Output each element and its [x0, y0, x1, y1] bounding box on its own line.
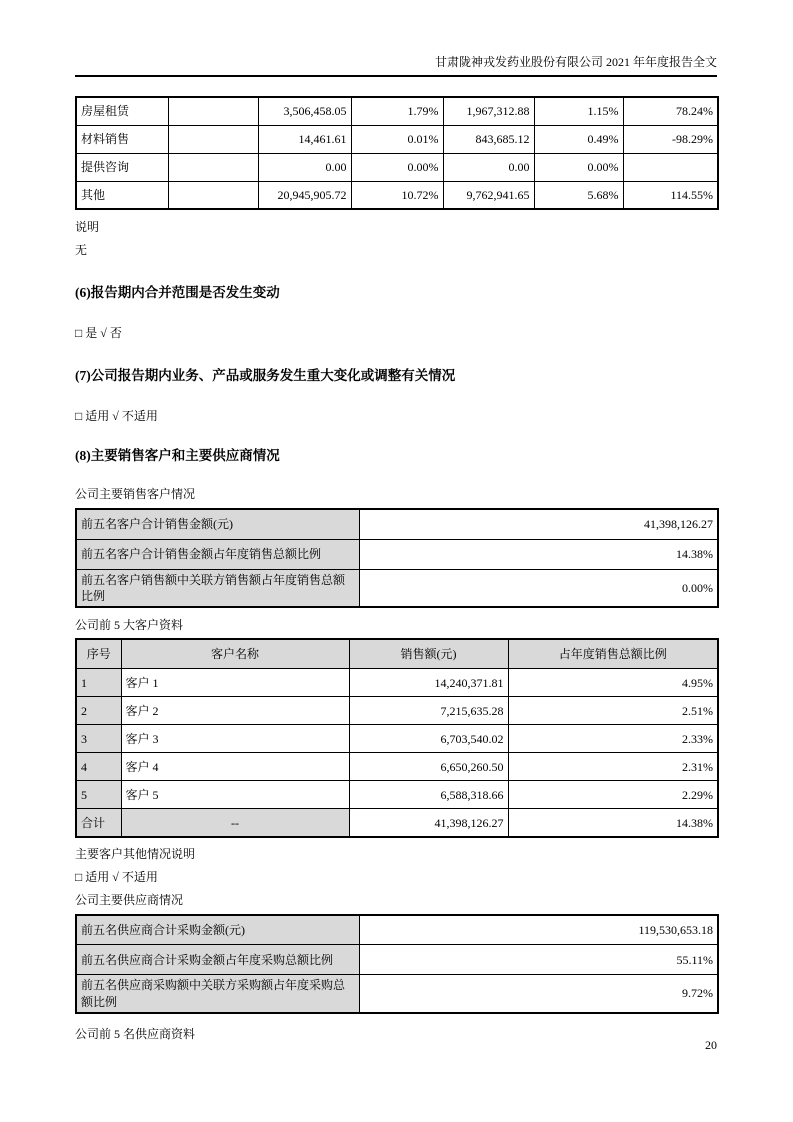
table-cell: 2.51% [508, 697, 718, 725]
table-cell: 前五名客户合计销售金额(元) [76, 509, 359, 539]
table-header-row [76, 639, 718, 669]
table-cell: 1,967,312.88 [443, 97, 534, 125]
table-cell: 2.29% [508, 781, 718, 809]
note-label: 说明 [75, 220, 100, 234]
top5-suppliers-caption: 公司前 5 名供应商资料 [75, 1026, 196, 1041]
table-cell: 843,685.12 [443, 125, 534, 153]
table-cell: 客户 5 [121, 781, 349, 809]
table-cell: 3,506,458.05 [258, 97, 351, 125]
customer-row [76, 725, 718, 753]
customer-row [76, 753, 718, 781]
table-cell: 0.49% [534, 125, 623, 153]
col-header-sales-ratio: 占年度销售总额比例 [508, 639, 718, 669]
customers-summary-table [75, 508, 719, 608]
col-header-index: 序号 [76, 639, 121, 669]
table-cell: 1.15% [534, 97, 623, 125]
customers-summary-row [76, 539, 718, 569]
suppliers-summary-table [75, 914, 719, 1014]
page-number: 20 [705, 1038, 717, 1052]
table-cell: 41,398,126.27 [359, 509, 718, 539]
table-cell: 55.11% [359, 945, 718, 975]
table-cell: 5 [76, 781, 121, 809]
col-header-customer-name: 客户名称 [121, 639, 349, 669]
table-cell: 0.00 [443, 153, 534, 181]
table-cell: 6,588,318.66 [349, 781, 508, 809]
table-cell: 合计 [76, 809, 121, 837]
table-cell: 0.00% [351, 153, 443, 181]
table-cell: 4 [76, 753, 121, 781]
table-cell: 0.00 [258, 153, 351, 181]
table-cell: 14,240,371.81 [349, 669, 508, 697]
suppliers-summary-row [76, 945, 718, 975]
customers-summary-caption: 公司主要销售客户情况 [75, 487, 196, 501]
table-cell: 20,945,905.72 [258, 181, 351, 209]
page-content [75, 96, 717, 1042]
customers-summary-row [76, 509, 718, 539]
table-cell: 2.33% [508, 725, 718, 753]
revenue-row [76, 97, 718, 125]
table-cell: 其他 [76, 181, 168, 209]
table-cell: 2 [76, 697, 121, 725]
top5-customers-caption: 公司前 5 大客户资料 [75, 617, 184, 632]
table-cell: 0.01% [351, 125, 443, 153]
revenue-row [76, 153, 718, 181]
table-cell: 14.38% [359, 539, 718, 569]
table-cell: -98.29% [623, 125, 718, 153]
col-header-sales-amount: 销售额(元) [349, 639, 508, 669]
customers-total-row [76, 809, 718, 837]
table-cell: 114.55% [623, 181, 718, 209]
suppliers-summary-caption: 公司主要供应商情况 [75, 892, 184, 907]
suppliers-summary-row [76, 915, 718, 945]
customers-note-checkbox-line: □ 适用 √ 不适用 [75, 869, 158, 884]
customer-row [76, 697, 718, 725]
table-cell: 前五名客户销售额中关联方销售额占年度销售总额比例 [76, 569, 359, 607]
customers-note-label: 主要客户其他情况说明 [75, 846, 196, 861]
table-cell: 前五名供应商采购额中关联方采购额占年度采购总额比例 [76, 975, 359, 1013]
table-cell: 前五名供应商合计采购金额(元) [76, 915, 359, 945]
table-cell: 房屋租赁 [76, 97, 168, 125]
customers-summary-row [76, 569, 718, 607]
table-cell: 14.38% [508, 809, 718, 837]
table-cell [168, 153, 258, 181]
table-cell: 客户 1 [121, 669, 349, 697]
customer-row [76, 781, 718, 809]
revenue-breakdown-continuation-table [75, 96, 719, 210]
table-cell: 10.72% [351, 181, 443, 209]
table-cell [168, 125, 258, 153]
report-title: 甘肃陇神戎发药业股份有限公司 2021 年年度报告全文 [434, 55, 717, 69]
table-cell: 客户 3 [121, 725, 349, 753]
table-cell [168, 181, 258, 209]
suppliers-summary-row [76, 975, 718, 1013]
table-cell: 14,461.61 [258, 125, 351, 153]
table-cell [623, 153, 718, 181]
table-cell: 1 [76, 669, 121, 697]
revenue-row [76, 125, 718, 153]
table-cell: 提供咨询 [76, 153, 168, 181]
table-cell: 9.72% [359, 975, 718, 1013]
table-cell: 前五名供应商合计采购金额占年度采购总额比例 [76, 945, 359, 975]
table-cell: 0.00% [359, 569, 718, 607]
customer-row [76, 669, 718, 697]
section-8-heading: (8)主要销售客户和主要供应商情况 [75, 448, 280, 463]
note-value: 无 [75, 243, 88, 257]
section-6-heading: (6)报告期内合并范围是否发生变动 [75, 285, 280, 300]
top5-customers-table [75, 638, 719, 838]
section-7-checkbox-line: □ 适用 √ 不适用 [75, 409, 158, 423]
section-6-checkbox-line: □ 是 √ 否 [75, 326, 122, 340]
table-cell: 3 [76, 725, 121, 753]
table-cell: 5.68% [534, 181, 623, 209]
table-cell: 9,762,941.65 [443, 181, 534, 209]
page-header [75, 0, 717, 77]
table-cell: 前五名客户合计销售金额占年度销售总额比例 [76, 539, 359, 569]
table-cell: 6,650,260.50 [349, 753, 508, 781]
table-cell: 1.79% [351, 97, 443, 125]
table-cell: 6,703,540.02 [349, 725, 508, 753]
table-cell: 0.00% [534, 153, 623, 181]
table-cell: 119,530,653.18 [359, 915, 718, 945]
table-cell [168, 97, 258, 125]
table-cell: 材料销售 [76, 125, 168, 153]
table-cell: 客户 2 [121, 697, 349, 725]
table-cell: 2.31% [508, 753, 718, 781]
table-cell: -- [121, 809, 349, 837]
table-cell: 4.95% [508, 669, 718, 697]
revenue-row [76, 181, 718, 209]
section-7-heading: (7)公司报告期内业务、产品或服务发生重大变化或调整有关情况 [75, 368, 456, 383]
table-cell: 7,215,635.28 [349, 697, 508, 725]
table-cell: 78.24% [623, 97, 718, 125]
table-cell: 客户 4 [121, 753, 349, 781]
table-cell: 41,398,126.27 [349, 809, 508, 837]
